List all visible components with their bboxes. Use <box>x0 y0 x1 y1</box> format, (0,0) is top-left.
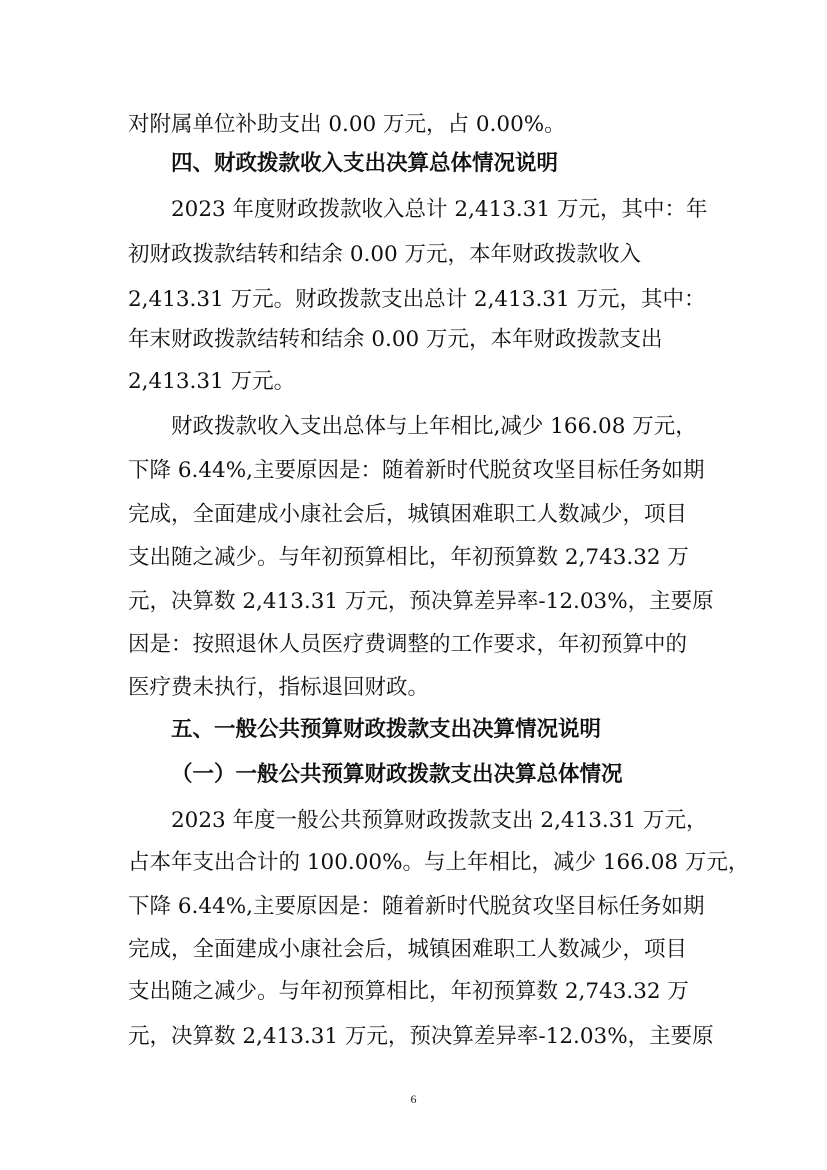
paragraph-line: 下降 6.44%,主要原因是：随着新时代脱贫攻坚目标任务如期 <box>128 894 705 919</box>
paragraph-line: 医疗费未执行，指标退回财政。 <box>128 675 430 700</box>
paragraph-line: 初财政拨款结转和结余 0.00 万元，本年财政拨款收入 <box>128 242 642 267</box>
paragraph-line: 2,413.31 万元。财政拨款支出总计 2,413.31 万元，其中： <box>128 287 706 312</box>
paragraph-line: 2023 年度一般公共预算财政拨款支出 2,413.31 万元， <box>171 808 708 833</box>
paragraph-line: 占本年支出合计的 100.00%。与上年相比，减少 166.08 万元， <box>128 850 750 875</box>
paragraph-line: 因是：按照退休人员医疗费调整的工作要求，年初预算中的 <box>128 632 688 657</box>
section-heading-5: 五、一般公共预算财政拨款支出决算情况说明 <box>171 717 602 742</box>
paragraph-line: 对附属单位补助支出 0.00 万元，占 0.00%。 <box>128 112 566 137</box>
paragraph-line: 完成，全面建成小康社会后，城镇困难职工人数减少，项目 <box>128 502 688 527</box>
subsection-heading-1: （一）一般公共预算财政拨款支出决算总体情况 <box>171 762 623 787</box>
paragraph-line: 2023 年度财政拨款收入总计 2,413.31 万元，其中：年 <box>171 197 708 222</box>
paragraph-line: 元，决算数 2,413.31 万元，预决算差异率-12.03%，主要原 <box>128 1024 714 1049</box>
paragraph-line: 财政拨款收入支出总体与上年相比,减少 166.08 万元， <box>171 414 697 439</box>
paragraph-line: 下降 6.44%,主要原因是：随着新时代脱贫攻坚目标任务如期 <box>128 458 705 483</box>
page-number: 6 <box>410 1092 417 1106</box>
paragraph-line: 完成，全面建成小康社会后，城镇困难职工人数减少，项目 <box>128 937 688 962</box>
paragraph-line: 支出随之减少。与年初预算相比，年初预算数 2,743.32 万 <box>128 545 689 570</box>
paragraph-line: 2,413.31 万元。 <box>128 369 296 394</box>
paragraph-line: 支出随之减少。与年初预算相比，年初预算数 2,743.32 万 <box>128 979 689 1004</box>
section-heading-4: 四、财政拨款收入支出决算总体情况说明 <box>171 151 559 176</box>
paragraph-line: 年末财政拨款结转和结余 0.00 万元，本年财政拨款支出 <box>128 327 663 352</box>
paragraph-line: 元，决算数 2,413.31 万元，预决算差异率-12.03%，主要原 <box>128 589 714 614</box>
